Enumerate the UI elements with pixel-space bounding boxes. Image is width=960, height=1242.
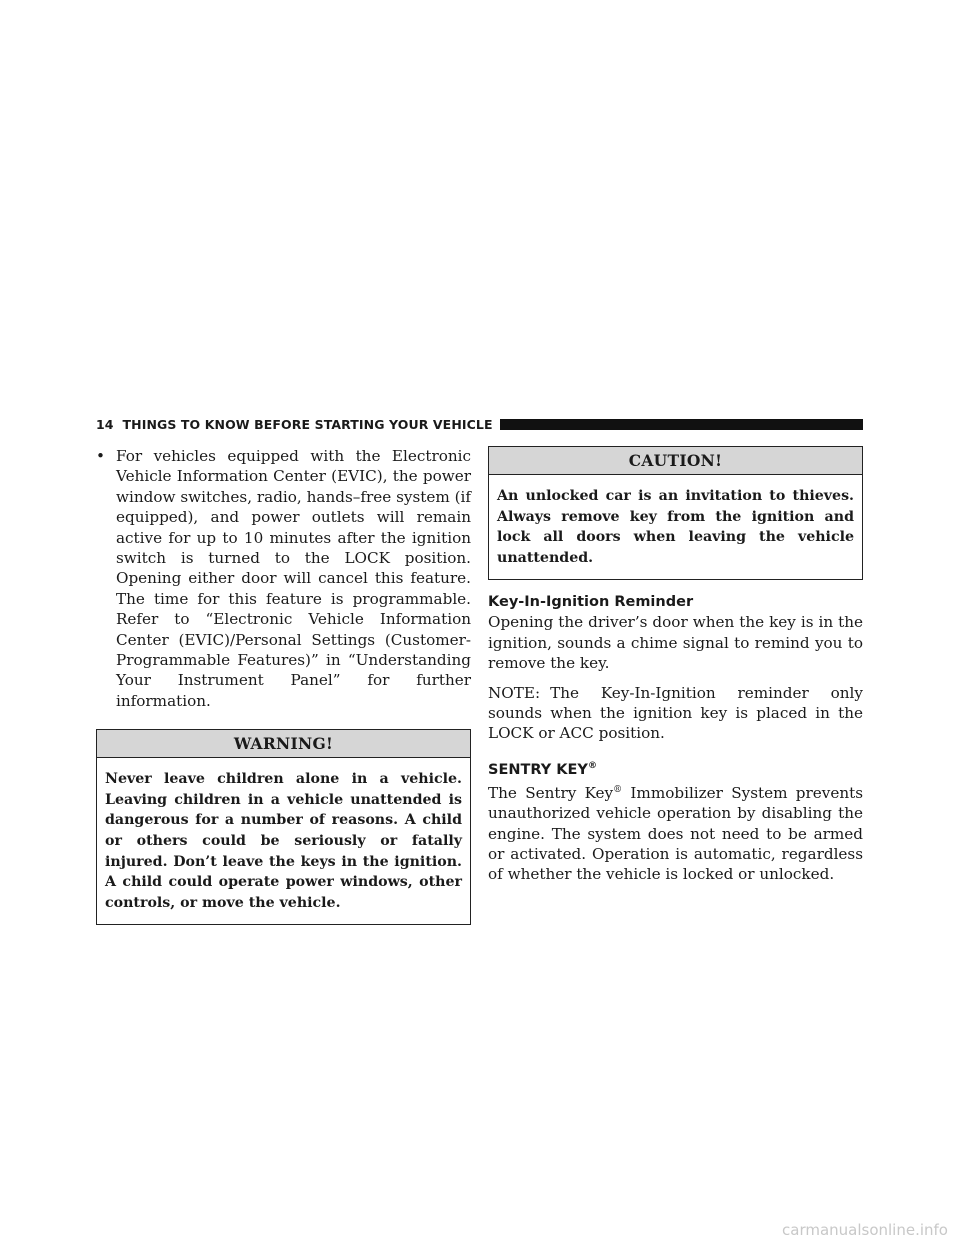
left-column: [96, 446, 471, 925]
sentry-paragraph-start: The Sentry Key: [488, 783, 614, 802]
evic-bullet: [96, 446, 471, 711]
header-rule: [500, 419, 863, 430]
bullet-icon: •: [96, 447, 105, 465]
sentry-key-paragraph: [488, 780, 863, 885]
key-reminder-note: [488, 683, 863, 744]
registered-mark-inline: ®: [613, 784, 623, 795]
sentry-heading-text: SENTRY KEY: [488, 761, 588, 778]
caution-box: [488, 446, 863, 580]
caution-text: An unlocked car is an invitation to thieves. Always remove key from the ignition and lock all doors when leaving the vehicle unattended.: [497, 488, 854, 566]
sentry-paragraph-rest: Immobilizer System prevents unauthorized vehicle operation by disabling the engine. The system does not need to be armed or activated. Operation is automatic, regardless of whether the vehicle is locked or unlocked.: [488, 783, 863, 884]
page-number: 14: [96, 416, 114, 432]
right-column: [488, 446, 863, 885]
note-label: NOTE:: [488, 683, 541, 702]
sentry-key-heading: [488, 757, 863, 779]
evic-bullet-text: For vehicles equipped with the Electronic Vehicle Information Center (EVIC), the power window switches, radio, hands–free system (if equipped), and power outlets will remain active for up to 10 minutes after the ignition switch is turned to the LOCK position. Opening either door will cancel this feature. The time for this feature is programmable. Refer to “Electronic Vehicle Information Center (EVIC)/Personal Settings (Customer-Programmable Features)” in “Understanding Your Instrument Panel” for further information.: [116, 447, 471, 710]
note-text: The Key-In-Ignition reminder only sounds when the ignition key is placed in the LOCK or ACC position.: [488, 683, 863, 743]
header-label: [96, 417, 493, 432]
caution-title: CAUTION!: [489, 447, 862, 475]
key-reminder-heading: Key-In-Ignition Reminder: [488, 594, 694, 611]
warning-text: Never leave children alone in a vehicle. Leaving children in a vehicle unattended is dangerous for a number of reasons. A child or others could be seriously or fatally injured. Don’t leave the keys in the ignition. A child could operate power windows, other controls, or move the vehicle.: [105, 771, 462, 911]
watermark: carmanualsonline.info: [782, 1221, 948, 1239]
page-header: [96, 417, 863, 431]
warning-title: WARNING!: [97, 730, 470, 758]
warning-box: [96, 729, 471, 925]
key-reminder-paragraph: Opening the driver’s door when the key is in the ignition, sounds a chime signal to remind you to remove the key.: [488, 613, 863, 673]
section-title: THINGS TO KNOW BEFORE STARTING YOUR VEHICLE: [122, 416, 493, 432]
registered-mark: ®: [587, 760, 597, 771]
